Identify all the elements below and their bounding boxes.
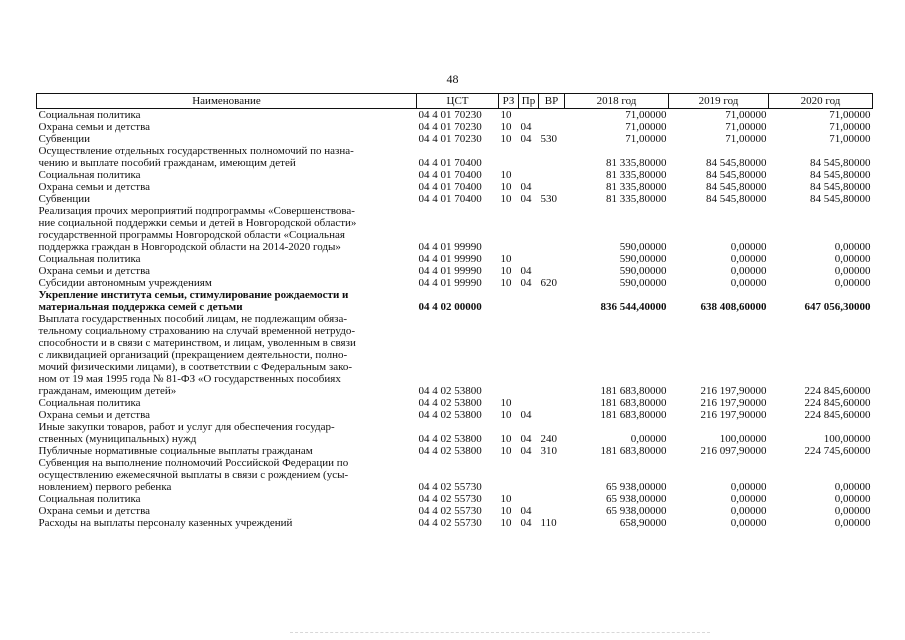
row-vr <box>539 313 565 397</box>
row-amount-2019: 0,00000 <box>730 481 767 493</box>
row-cst: 04 4 01 70400 <box>418 157 482 169</box>
row-amount-2020: 0,00000 <box>834 265 871 277</box>
row-amount-2019: 216 197,90000 <box>700 409 767 421</box>
table-row <box>37 397 873 409</box>
table-row <box>37 121 873 133</box>
row-name: Охрана семьи и детства <box>38 265 151 277</box>
row-rz: 10 <box>500 121 512 133</box>
row-cst: 04 4 02 53800 <box>418 445 482 457</box>
row-pr: 04 <box>520 121 532 133</box>
row-rz: 10 <box>500 277 512 289</box>
column-header-vr: ВР <box>539 94 565 109</box>
row-cst: 04 4 02 53800 <box>418 409 482 421</box>
row-amount-2020: 71,00000 <box>829 133 871 145</box>
row-amount-2018: 590,00000 <box>619 241 667 253</box>
row-amount-2020: 224 845,60000 <box>804 397 871 409</box>
table-row <box>37 145 873 169</box>
table-row <box>37 277 873 289</box>
table-row <box>37 517 873 529</box>
table-row <box>37 181 873 193</box>
row-cst: 04 4 01 70400 <box>418 193 482 205</box>
row-amount-2018: 71,00000 <box>625 121 667 133</box>
column-header-pr: Пр <box>519 94 539 109</box>
row-amount-2020: 84 545,80000 <box>810 157 871 169</box>
table-row <box>37 313 873 397</box>
table-row <box>37 253 873 265</box>
row-pr <box>519 169 539 181</box>
row-amount-2019: 216 197,90000 <box>700 397 767 409</box>
budget-table <box>36 93 873 529</box>
column-header-2018: 2018 год <box>565 94 669 109</box>
row-amount-2018: 71,00000 <box>625 109 667 121</box>
row-amount-2019: 100,00000 <box>719 433 767 445</box>
table-row <box>37 493 873 505</box>
row-vr <box>539 169 565 181</box>
row-pr: 04 <box>520 193 532 205</box>
row-name: Выплата государственных пособий лицам, не подлежащим обяза- тельному социальному страхованию на случай временной нетрудо- способности и в связи с материнством, и лицам, уволенным в связи с ликвидацией организаций (прекращением деятельности, полно- мочий физическими лицами), в соответствии с Федеральным зако- ном от 19 мая 1995 года № 81-ФЗ «О государственных пособиях гражданам, имеющим детей» <box>38 313 356 397</box>
row-pr <box>519 289 539 313</box>
row-amount-2020: 0,00000 <box>834 241 871 253</box>
row-cst: 04 4 01 70230 <box>418 109 482 121</box>
row-amount-2019: 0,00000 <box>730 505 767 517</box>
row-cst: 04 4 02 55730 <box>418 481 482 493</box>
row-vr <box>539 181 565 193</box>
row-pr <box>519 205 539 253</box>
row-pr <box>519 313 539 397</box>
table-row <box>37 457 873 493</box>
row-amount-2018: 181 683,80000 <box>600 385 667 397</box>
row-pr: 04 <box>520 433 532 445</box>
row-rz: 10 <box>500 445 512 457</box>
row-rz: 10 <box>500 433 512 445</box>
table-row <box>37 265 873 277</box>
row-amount-2018: 0,00000 <box>630 433 667 445</box>
row-amount-2020: 71,00000 <box>829 121 871 133</box>
row-name: Социальная политика <box>38 253 141 265</box>
row-rz: 10 <box>500 253 512 265</box>
row-vr: 530 <box>540 193 557 205</box>
table-row <box>37 409 873 421</box>
row-vr <box>539 253 565 265</box>
row-amount-2020: 84 545,80000 <box>810 169 871 181</box>
row-rz <box>499 313 519 397</box>
row-amount-2019: 84 545,80000 <box>706 181 767 193</box>
row-amount-2019: 71,00000 <box>725 121 767 133</box>
row-amount-2020: 224 845,60000 <box>804 385 871 397</box>
row-pr <box>519 397 539 409</box>
row-vr <box>539 121 565 133</box>
row-name: Осуществление отдельных государственных полномочий по назна- чению и выплате пособий гражданам, имеющим детей <box>38 145 354 169</box>
row-cst: 04 4 02 53800 <box>418 433 482 445</box>
row-vr: 240 <box>540 433 557 445</box>
row-rz: 10 <box>500 109 512 121</box>
row-name: Социальная политика <box>38 493 141 505</box>
row-pr: 04 <box>520 181 532 193</box>
row-amount-2019: 0,00000 <box>730 265 767 277</box>
row-amount-2018: 81 335,80000 <box>606 193 667 205</box>
row-amount-2018: 181 683,80000 <box>600 445 667 457</box>
row-cst: 04 4 02 55730 <box>418 517 482 529</box>
row-pr <box>519 493 539 505</box>
row-name: Субвенция на выполнение полномочий Российской Федерации по осуществлению ежемесячной выплаты в связи с рождением (усы- новлением) первого ребенка <box>38 457 349 493</box>
row-amount-2020: 71,00000 <box>829 109 871 121</box>
row-pr: 04 <box>520 445 532 457</box>
table-row <box>37 169 873 181</box>
row-name: Социальная политика <box>38 169 141 181</box>
table-row <box>37 109 873 122</box>
row-cst: 04 4 01 99990 <box>418 241 482 253</box>
row-amount-2019: 216 197,90000 <box>700 385 767 397</box>
row-rz <box>499 145 519 169</box>
column-header-rz: РЗ <box>499 94 519 109</box>
row-pr: 04 <box>520 517 532 529</box>
table-row <box>37 505 873 517</box>
table-row <box>37 133 873 145</box>
row-amount-2020: 0,00000 <box>834 253 871 265</box>
row-amount-2018: 71,00000 <box>625 133 667 145</box>
row-vr <box>539 397 565 409</box>
row-name: Охрана семьи и детства <box>38 121 151 133</box>
row-amount-2020: 0,00000 <box>834 505 871 517</box>
row-rz: 10 <box>500 181 512 193</box>
row-rz: 10 <box>500 133 512 145</box>
row-amount-2018: 590,00000 <box>619 277 667 289</box>
row-amount-2018: 65 938,00000 <box>606 481 667 493</box>
row-pr: 04 <box>520 277 532 289</box>
row-rz: 10 <box>500 517 512 529</box>
row-vr <box>539 409 565 421</box>
row-rz: 10 <box>500 409 512 421</box>
row-vr: 530 <box>540 133 557 145</box>
row-rz <box>499 205 519 253</box>
row-vr <box>539 205 565 253</box>
row-cst: 04 4 01 70230 <box>418 133 482 145</box>
row-amount-2018: 181 683,80000 <box>600 409 667 421</box>
row-amount-2020: 84 545,80000 <box>810 193 871 205</box>
row-cst: 04 4 02 00000 <box>418 301 482 313</box>
row-cst: 04 4 01 99990 <box>418 253 482 265</box>
row-amount-2020: 224 745,60000 <box>804 445 871 457</box>
row-name: Субвенции <box>38 193 91 205</box>
row-name: Субсидии автономным учреждениям <box>38 277 212 289</box>
row-rz <box>499 457 519 493</box>
row-amount-2020: 0,00000 <box>834 277 871 289</box>
row-vr <box>539 109 565 122</box>
table-body <box>37 109 873 530</box>
row-cst: 04 4 01 70230 <box>418 121 482 133</box>
page-number: 48 <box>446 72 459 86</box>
row-name: Расходы на выплаты персоналу казенных учреждений <box>38 517 293 529</box>
row-name: Укрепление института семьи, стимулирование рождаемости и материальная поддержка семей с детьми <box>38 289 349 313</box>
row-rz: 10 <box>500 397 512 409</box>
row-vr <box>539 505 565 517</box>
row-pr: 04 <box>520 133 532 145</box>
table-header-row <box>37 94 873 109</box>
row-amount-2018: 181 683,80000 <box>600 397 667 409</box>
row-amount-2020: 0,00000 <box>834 481 871 493</box>
row-amount-2020: 84 545,80000 <box>810 181 871 193</box>
row-amount-2019: 71,00000 <box>725 109 767 121</box>
table-row <box>37 205 873 253</box>
row-rz <box>499 289 519 313</box>
row-amount-2020: 224 845,60000 <box>804 409 871 421</box>
row-amount-2018: 81 335,80000 <box>606 157 667 169</box>
row-rz: 10 <box>500 265 512 277</box>
row-cst: 04 4 02 55730 <box>418 505 482 517</box>
row-amount-2018: 836 544,40000 <box>600 301 667 313</box>
row-vr <box>539 265 565 277</box>
row-cst: 04 4 01 70400 <box>418 169 482 181</box>
row-rz: 10 <box>500 193 512 205</box>
row-vr <box>539 493 565 505</box>
row-amount-2019: 84 545,80000 <box>706 193 767 205</box>
row-amount-2019: 0,00000 <box>730 517 767 529</box>
row-amount-2019: 216 097,90000 <box>700 445 767 457</box>
row-amount-2018: 590,00000 <box>619 253 667 265</box>
row-pr <box>519 145 539 169</box>
column-header-name: Наименование <box>37 94 417 109</box>
row-amount-2020: 647 056,30000 <box>804 301 871 313</box>
row-name: Социальная политика <box>38 397 141 409</box>
row-cst: 04 4 01 70400 <box>418 181 482 193</box>
row-pr: 04 <box>520 265 532 277</box>
row-amount-2018: 65 938,00000 <box>606 493 667 505</box>
row-amount-2020: 0,00000 <box>834 493 871 505</box>
row-vr <box>539 457 565 493</box>
row-vr: 110 <box>540 517 557 529</box>
row-name: Социальная политика <box>38 109 141 121</box>
row-amount-2020: 0,00000 <box>834 517 871 529</box>
row-amount-2018: 590,00000 <box>619 265 667 277</box>
row-amount-2019: 0,00000 <box>730 241 767 253</box>
row-amount-2018: 81 335,80000 <box>606 181 667 193</box>
column-header-2019: 2019 год <box>669 94 769 109</box>
column-header-cst: ЦСТ <box>417 94 499 109</box>
row-vr: 310 <box>540 445 557 457</box>
row-vr <box>539 289 565 313</box>
row-pr <box>519 109 539 122</box>
row-vr: 620 <box>540 277 557 289</box>
row-amount-2019: 0,00000 <box>730 277 767 289</box>
row-cst: 04 4 02 53800 <box>418 397 482 409</box>
row-name: Охрана семьи и детства <box>38 505 151 517</box>
table-row <box>37 421 873 445</box>
row-pr: 04 <box>520 409 532 421</box>
row-cst: 04 4 01 99990 <box>418 277 482 289</box>
row-amount-2019: 0,00000 <box>730 493 767 505</box>
row-vr <box>539 145 565 169</box>
row-cst: 04 4 01 99990 <box>418 265 482 277</box>
row-amount-2018: 65 938,00000 <box>606 505 667 517</box>
row-rz: 10 <box>500 505 512 517</box>
row-amount-2019: 84 545,80000 <box>706 169 767 181</box>
row-name: Охрана семьи и детства <box>38 181 151 193</box>
row-name: Субвенции <box>38 133 91 145</box>
row-name: Иные закупки товаров, работ и услуг для обеспечения государ- ственных (муниципальных) нужд <box>38 421 335 445</box>
scan-artifact-line <box>290 632 710 634</box>
column-header-2020: 2020 год <box>769 94 873 109</box>
row-amount-2020: 100,00000 <box>823 433 871 445</box>
row-name: Охрана семьи и детства <box>38 409 151 421</box>
row-name: Реализация прочих мероприятий подпрограммы «Совершенствова- ние социальной поддержки семьи и детей в Новгородской области» государственной программы Новгородской области «Социальная поддержка граждан в Новгородской области на 2014-2020 годы» <box>38 205 357 253</box>
row-amount-2018: 658,90000 <box>619 517 667 529</box>
table-row <box>37 445 873 457</box>
row-pr <box>519 457 539 493</box>
row-cst: 04 4 02 55730 <box>418 493 482 505</box>
row-amount-2019: 638 408,60000 <box>700 301 767 313</box>
row-amount-2019: 71,00000 <box>725 133 767 145</box>
row-amount-2019: 84 545,80000 <box>706 157 767 169</box>
row-rz: 10 <box>500 169 512 181</box>
table-row <box>37 193 873 205</box>
row-name: Публичные нормативные социальные выплаты гражданам <box>38 445 313 457</box>
row-pr: 04 <box>520 505 532 517</box>
row-amount-2019: 0,00000 <box>730 253 767 265</box>
row-pr <box>519 253 539 265</box>
row-cst: 04 4 02 53800 <box>418 385 482 397</box>
row-amount-2018: 81 335,80000 <box>606 169 667 181</box>
table-row <box>37 289 873 313</box>
row-rz: 10 <box>500 493 512 505</box>
